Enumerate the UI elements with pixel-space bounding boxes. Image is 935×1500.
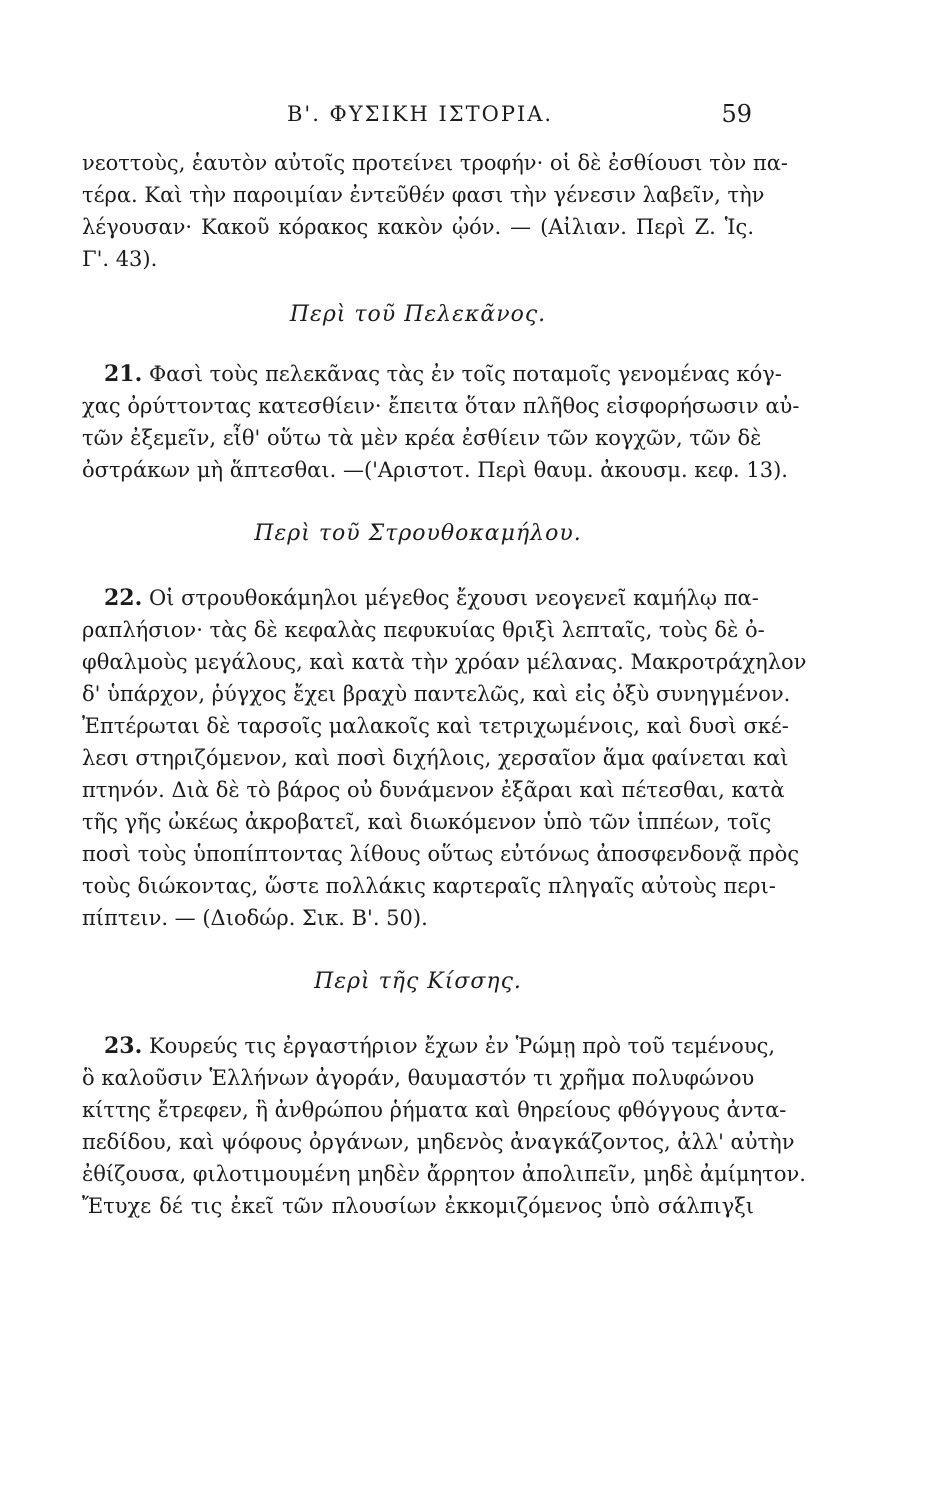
text-line: Ἐπτέρωται δὲ ταρσοῖς μαλακοῖς καὶ τετριχωμένοις, καὶ δυσὶ σκέ-	[82, 714, 789, 738]
text-line: φθαλμοὺς μεγάλους, καὶ κατὰ τὴν χρόαν μέλανας. Μακροτράχηλον	[82, 650, 807, 674]
text-line: ραπλήσιον· τὰς δὲ κεφαλὰς πεφυκυίας θριξὶ λεπταῖς, τοὺς δὲ ὀ-	[82, 618, 765, 642]
text-line: χας ὀρύττοντας κατεσθίειν· ἔπειτα ὅταν πλῆθος εἰσφορήσωσιν αὐ-	[82, 394, 800, 418]
body-text	[82, 147, 807, 1222]
text-line: νεοττοὺς, ἑαυτὸν αὐτοῖς προτείνει τροφήν· οἱ δὲ ἐσθίουσι τὸν πα-	[82, 151, 788, 175]
text-line: ὀστράκων μὴ ἅπτεσθαι. —('Αριστοτ. Περὶ θαυμ. ἀκουσμ. κεφ. 13).	[82, 458, 788, 482]
text-line: πτηνόν. Διὰ δὲ τὸ βάρος οὐ δυνάμενον ἐξᾶραι καὶ πέτεσθαι, κατὰ	[82, 778, 785, 802]
text-line: λεσι στηριζόμενον, καὶ ποσὶ διχήλοις, χερσαῖον ἅμα φαίνεται καὶ	[82, 746, 789, 770]
text-line: πίπτειν. — (Διοδώρ. Σικ. Β'. 50).	[82, 906, 428, 930]
paragraph-first-line: 22. Οἱ στρουθοκάμηλοι μέγεθος ἔχουσι νεογενεῖ καμήλῳ πα-	[104, 585, 759, 611]
text-line: πεδίδου, καὶ ψόφους ὀργάνων, μηδενὸς ἀναγκάζοντος, ἀλλ' αὐτὴν	[82, 1130, 795, 1154]
paragraph-first-line: 21. Φασὶ τοὺς πελεκᾶνας τὰς ἐν τοῖς ποταμοῖς γενομένας κόγ-	[104, 361, 782, 387]
text-line: Ἔτυχε δέ τις ἐκεῖ τῶν πλουσίων ἐκκομιζόμενος ὑπὸ σάλπιγξι	[82, 1194, 754, 1218]
section-title-pelican: Περὶ τοῦ Πελεκᾶνος.	[289, 302, 547, 327]
section-title-magpie: Περὶ τῆς Κίσσης.	[314, 969, 522, 994]
text-line: δ' ὑπάρχον, ῥύγχος ἔχει βραχὺ παντελῶς, καὶ εἰς ὀξὺ συνηγμένον.	[82, 682, 791, 706]
text-line: τέρα. Καὶ τὴν παροιμίαν ἐντεῦθέν φασι τὴν γένεσιν λαβεῖν, τὴν	[82, 183, 765, 207]
text-line: ἐθίζουσα, φιλοτιμουμένη μηδὲν ἄρρητον ἀπολιπεῖν, μηδὲ ἀμίμητον.	[82, 1162, 806, 1186]
paragraph-number: 23.	[104, 1033, 143, 1059]
text-line: ὃ καλοῦσιν Ἑλλήνων ἀγοράν, θαυμαστόν τι χρῆμα πολυφώνου	[82, 1066, 755, 1090]
text-line: κίττης ἔτρεφεν, ἣ ἀνθρώπου ῥήματα καὶ θηρείους φθόγγους ἀντα-	[82, 1098, 787, 1122]
text-line: λέγουσαν· Κακοῦ κόρακος κακὸν ᾠόν. — (Αἰλιαν. Περὶ Ζ. Ἱς.	[82, 215, 754, 239]
paragraph-number: 22.	[104, 585, 143, 611]
text-line: τοὺς διώκοντας, ὥστε πολλάκις καρτεραῖς πληγαῖς αὐτοὺς περι-	[82, 874, 776, 898]
text-line: τῆς γῆς ὠκέως ἀκροβατεῖ, καὶ διωκόμενον ὑπὸ τῶν ἱππέων, τοῖς	[82, 810, 772, 834]
paragraph-first-line: 23. Κουρεύς τις ἐργαστήριον ἔχων ἐν Ῥώμῃ πρὸ τοῦ τεμένους,	[104, 1033, 776, 1059]
text-line: ποσὶ τοὺς ὑποπίπτοντας λίθους οὕτως εὐτόνως ἀποσφενδονᾷ πρὸς	[82, 842, 800, 866]
text-line: Γ'. 43).	[82, 247, 158, 271]
paragraph-number: 21.	[104, 361, 143, 387]
running-head: Β'. ΦΥΣΙΚΗ ΙΣΤΟΡΙΑ.	[287, 102, 554, 126]
page-number: 59	[721, 100, 752, 128]
section-title-ostrich: Περὶ τοῦ Στρουθοκαμήλου.	[254, 521, 582, 546]
page-header	[82, 100, 752, 136]
text-line: τῶν ἐξεμεῖν, εἶθ' οὕτω τὰ μὲν κρέα ἐσθίειν τῶν κογχῶν, τῶν δὲ	[82, 426, 762, 450]
